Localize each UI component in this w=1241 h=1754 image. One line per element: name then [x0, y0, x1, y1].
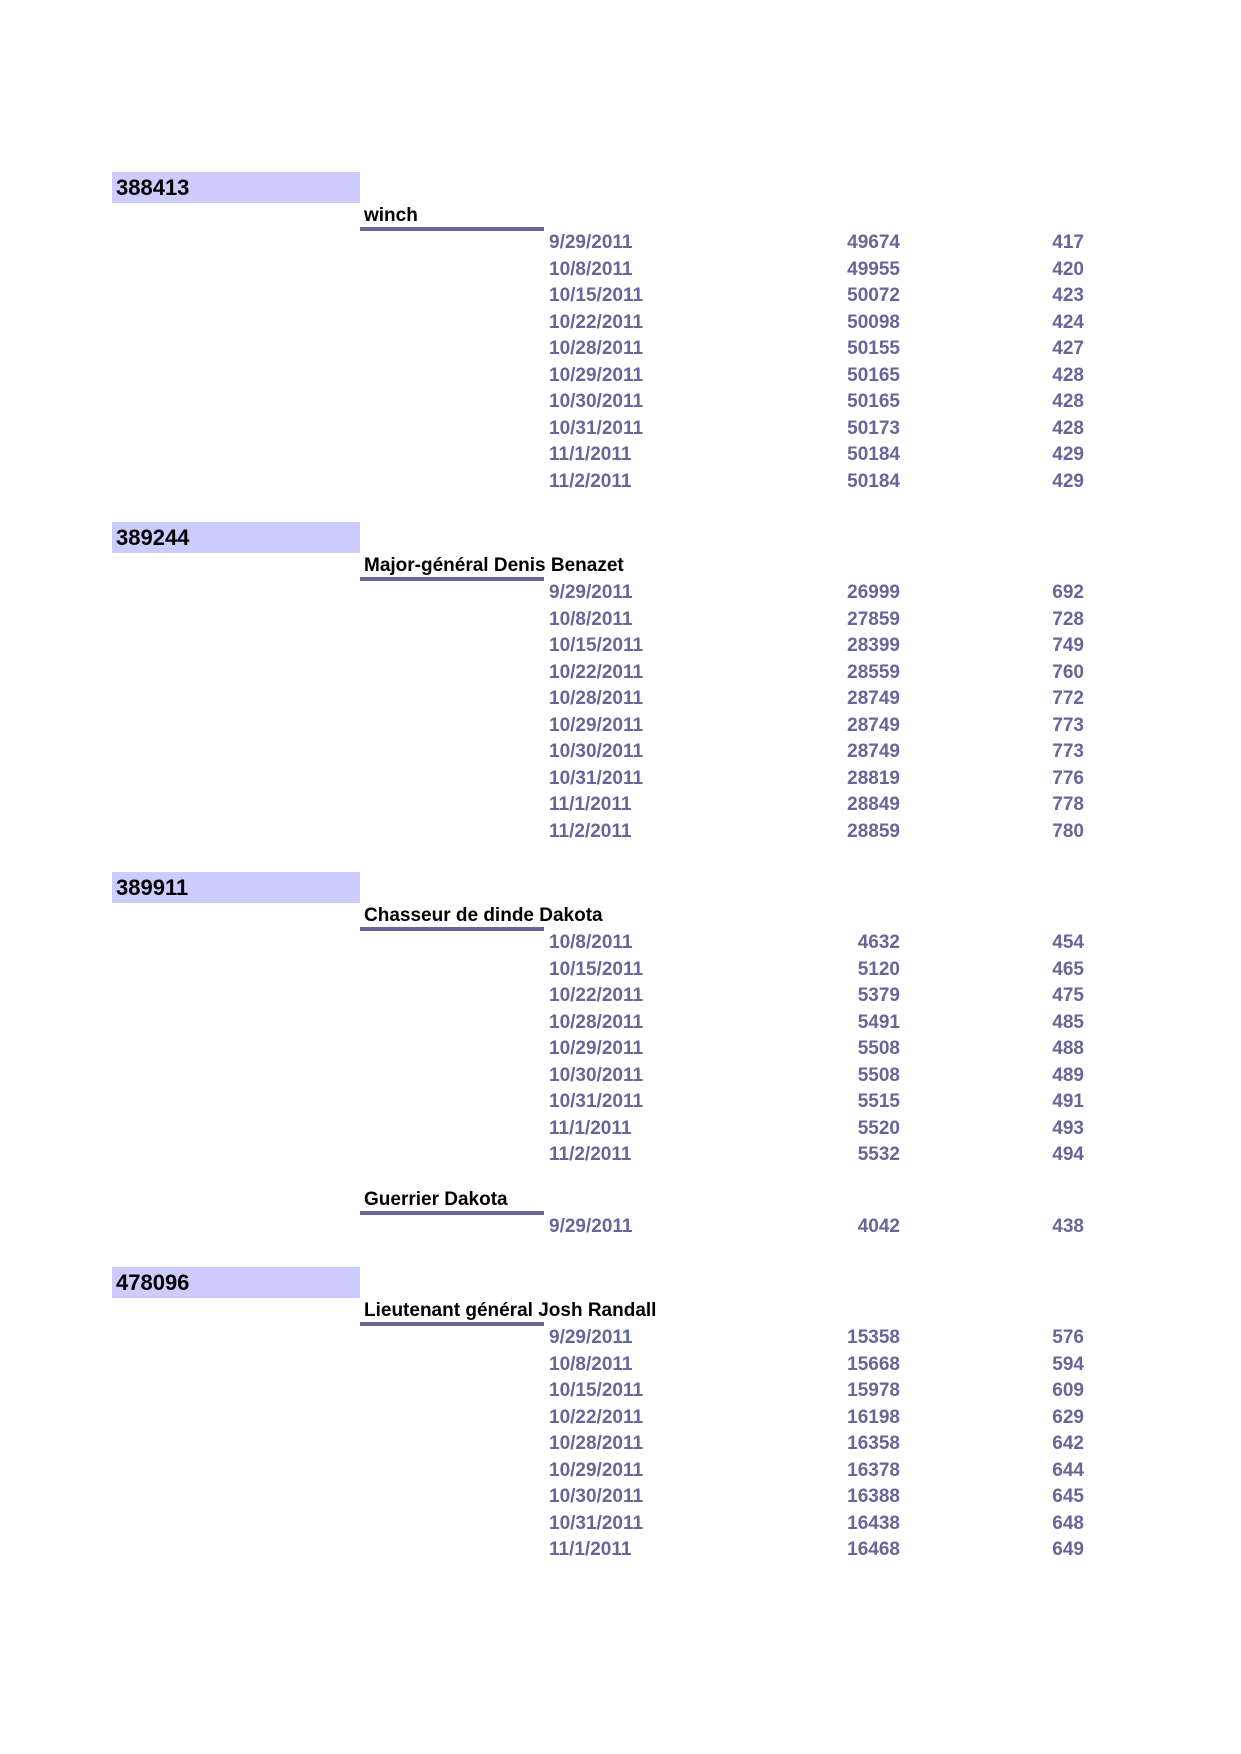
date-cell: 11/1/2011 [549, 1117, 632, 1139]
table-row [0, 607, 1241, 634]
date-cell: 10/22/2011 [549, 1406, 644, 1428]
date-cell: 10/22/2011 [549, 985, 644, 1006]
date-cell: 10/30/2011 [549, 741, 644, 762]
table-row [0, 416, 1241, 443]
date-cell: 10/30/2011 [549, 1064, 644, 1086]
rank-cell: 644 [1052, 1459, 1084, 1481]
points-cell: 4042 [857, 1215, 900, 1237]
rank-cell: 642 [1052, 1433, 1084, 1454]
player-name: winch [364, 205, 418, 226]
table-row [0, 1352, 1241, 1379]
points-cell: 5532 [857, 1144, 900, 1165]
points-cell: 50184 [847, 470, 900, 492]
date-cell: 10/8/2011 [549, 1353, 633, 1375]
table-row [0, 1325, 1241, 1352]
date-cell: 10/8/2011 [549, 608, 633, 630]
table-row [0, 1458, 1241, 1485]
points-cell: 16358 [847, 1433, 900, 1454]
rank-cell: 465 [1052, 958, 1084, 980]
rank-cell: 649 [1052, 1539, 1084, 1560]
points-cell: 5120 [857, 958, 900, 980]
points-cell: 4632 [857, 932, 900, 953]
table-row [0, 1431, 1241, 1458]
player-name: Chasseur de dinde Dakota [364, 905, 603, 926]
rank-cell: 438 [1052, 1215, 1084, 1237]
points-cell: 16468 [847, 1539, 900, 1560]
rank-cell: 629 [1052, 1406, 1084, 1428]
rank-cell: 420 [1052, 258, 1084, 280]
table-row [0, 257, 1241, 284]
points-cell: 5508 [857, 1038, 900, 1059]
table-row [0, 389, 1241, 416]
points-cell: 28819 [847, 767, 900, 789]
date-cell: 10/31/2011 [549, 1091, 644, 1112]
table-row [0, 469, 1241, 496]
rank-cell: 494 [1052, 1144, 1084, 1165]
rank-cell: 427 [1052, 338, 1084, 359]
rank-cell: 424 [1052, 311, 1084, 333]
points-cell: 28849 [847, 794, 900, 815]
date-cell: 10/15/2011 [549, 1380, 644, 1401]
points-cell: 16378 [847, 1459, 900, 1481]
date-cell: 10/15/2011 [549, 958, 644, 980]
date-cell: 10/29/2011 [549, 1459, 644, 1481]
group-id-cell: 389911 [112, 872, 360, 903]
points-cell: 16388 [847, 1486, 900, 1507]
date-cell: 9/29/2011 [549, 232, 633, 253]
date-cell: 10/28/2011 [549, 338, 644, 359]
date-cell: 10/29/2011 [549, 364, 644, 386]
points-cell: 28749 [847, 741, 900, 762]
rank-cell: 773 [1052, 741, 1084, 762]
date-cell: 10/28/2011 [549, 688, 644, 709]
table-row [0, 930, 1241, 957]
rank-cell: 760 [1052, 661, 1084, 683]
date-cell: 10/8/2011 [549, 932, 633, 953]
points-cell: 5508 [857, 1064, 900, 1086]
rank-cell: 485 [1052, 1011, 1084, 1033]
table-row [0, 1142, 1241, 1169]
table-row [0, 739, 1241, 766]
player-name: Major-général Denis Benazet [364, 555, 624, 576]
points-cell: 16198 [847, 1406, 900, 1428]
rank-cell: 648 [1052, 1512, 1084, 1534]
points-cell: 28749 [847, 688, 900, 709]
points-cell: 50165 [847, 364, 900, 386]
points-cell: 28859 [847, 820, 900, 842]
rank-cell: 609 [1052, 1380, 1084, 1401]
points-cell: 5515 [857, 1091, 900, 1112]
rank-cell: 728 [1052, 608, 1084, 630]
rank-cell: 428 [1052, 417, 1084, 439]
rank-cell: 454 [1052, 932, 1084, 953]
date-cell: 10/29/2011 [549, 714, 644, 736]
table-row [0, 1405, 1241, 1432]
table-row [0, 1089, 1241, 1116]
points-cell: 27859 [847, 608, 900, 630]
table-row [0, 1378, 1241, 1405]
group-id-cell: 388413 [112, 172, 360, 203]
table-row [0, 957, 1241, 984]
rank-cell: 780 [1052, 820, 1084, 842]
table-row [0, 633, 1241, 660]
table-row [0, 660, 1241, 687]
date-cell: 10/28/2011 [549, 1433, 644, 1454]
table-row [0, 363, 1241, 390]
table-row [0, 1511, 1241, 1538]
rank-cell: 778 [1052, 794, 1084, 815]
table-row [0, 983, 1241, 1010]
date-cell: 10/28/2011 [549, 1011, 644, 1033]
rank-cell: 749 [1052, 635, 1084, 656]
points-cell: 26999 [847, 582, 900, 603]
rank-cell: 428 [1052, 364, 1084, 386]
points-cell: 28559 [847, 661, 900, 683]
date-cell: 10/22/2011 [549, 311, 644, 333]
rank-cell: 772 [1052, 688, 1084, 709]
table-row [0, 230, 1241, 257]
date-cell: 11/1/2011 [549, 1539, 632, 1560]
points-cell: 5491 [857, 1011, 900, 1033]
table-row [0, 1036, 1241, 1063]
rank-cell: 423 [1052, 285, 1084, 306]
points-cell: 28399 [847, 635, 900, 656]
points-cell: 49674 [847, 232, 900, 253]
rank-cell: 576 [1052, 1327, 1084, 1348]
points-cell: 50155 [847, 338, 900, 359]
points-cell: 50173 [847, 417, 900, 439]
points-cell: 16438 [847, 1512, 900, 1534]
table-row [0, 336, 1241, 363]
points-cell: 49955 [847, 258, 900, 280]
rank-cell: 594 [1052, 1353, 1084, 1375]
points-cell: 50072 [847, 285, 900, 306]
date-cell: 9/29/2011 [549, 1327, 633, 1348]
rank-cell: 489 [1052, 1064, 1084, 1086]
date-cell: 11/2/2011 [549, 1144, 632, 1165]
player-name: Lieutenant général Josh Randall [364, 1300, 657, 1321]
table-row [0, 1484, 1241, 1511]
date-cell: 10/31/2011 [549, 767, 644, 789]
rank-cell: 773 [1052, 714, 1084, 736]
date-cell: 10/22/2011 [549, 661, 644, 683]
player-name: Guerrier Dakota [364, 1188, 508, 1210]
table-row [0, 819, 1241, 846]
date-cell: 11/2/2011 [549, 470, 632, 492]
date-cell: 9/29/2011 [549, 1215, 633, 1237]
date-cell: 11/2/2011 [549, 820, 632, 842]
date-cell: 10/30/2011 [549, 391, 644, 412]
table-row [0, 1537, 1241, 1564]
rank-cell: 692 [1052, 582, 1084, 603]
table-row [0, 442, 1241, 469]
table-row [0, 1063, 1241, 1090]
rank-cell: 488 [1052, 1038, 1084, 1059]
points-cell: 15358 [847, 1327, 900, 1348]
table-row [0, 1010, 1241, 1037]
rank-cell: 493 [1052, 1117, 1084, 1139]
table-row [0, 310, 1241, 337]
table-row [0, 283, 1241, 310]
points-cell: 50184 [847, 444, 900, 465]
points-cell: 28749 [847, 714, 900, 736]
points-cell: 5379 [857, 985, 900, 1006]
date-cell: 10/15/2011 [549, 635, 644, 656]
points-cell: 50165 [847, 391, 900, 412]
rank-cell: 645 [1052, 1486, 1084, 1507]
points-cell: 5520 [857, 1117, 900, 1139]
rank-cell: 428 [1052, 391, 1084, 412]
group-id-cell: 478096 [112, 1267, 360, 1298]
table-row [0, 766, 1241, 793]
date-cell: 10/15/2011 [549, 285, 644, 306]
date-cell: 10/30/2011 [549, 1486, 644, 1507]
points-cell: 15668 [847, 1353, 900, 1375]
rank-cell: 429 [1052, 444, 1084, 465]
rank-cell: 417 [1052, 232, 1084, 253]
date-cell: 11/1/2011 [549, 444, 632, 465]
table-row [0, 713, 1241, 740]
rank-cell: 429 [1052, 470, 1084, 492]
date-cell: 10/8/2011 [549, 258, 633, 280]
date-cell: 10/31/2011 [549, 417, 644, 439]
date-cell: 11/1/2011 [549, 794, 632, 815]
table-row [0, 1116, 1241, 1143]
table-row [0, 580, 1241, 607]
table-row [0, 792, 1241, 819]
table-row [0, 686, 1241, 713]
table-row [0, 1214, 1241, 1241]
rank-cell: 491 [1052, 1091, 1084, 1112]
date-cell: 10/29/2011 [549, 1038, 644, 1059]
points-cell: 50098 [847, 311, 900, 333]
date-cell: 9/29/2011 [549, 582, 633, 603]
points-cell: 15978 [847, 1380, 900, 1401]
rank-cell: 776 [1052, 767, 1084, 789]
rank-cell: 475 [1052, 985, 1084, 1006]
date-cell: 10/31/2011 [549, 1512, 644, 1534]
group-id-cell: 389244 [112, 522, 360, 553]
